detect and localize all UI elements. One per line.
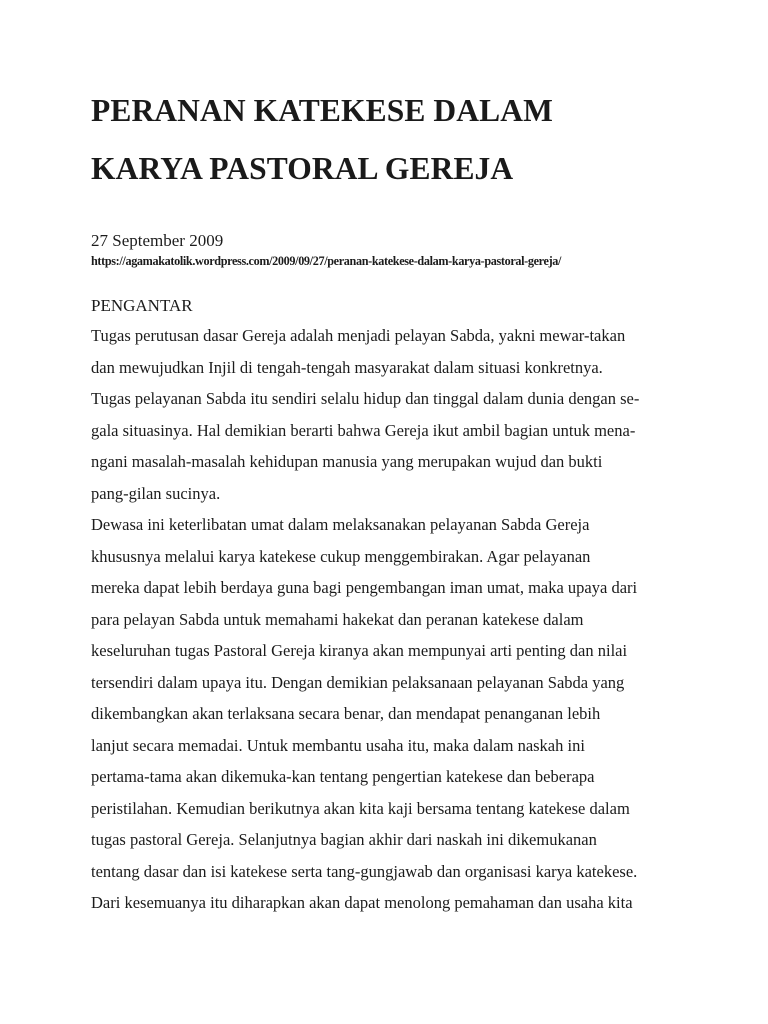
body-line: Tugas perutusan dasar Gereja adalah menjadi pelayan Sabda, yakni mewar-takan (91, 326, 626, 345)
body-line: khususnya melalui karya katekese cukup menggembirakan. Agar pelayanan (91, 546, 591, 566)
publish-date: 27 September 2009 (91, 231, 224, 250)
body-line: mereka dapat lebih berdaya guna bagi pengembangan iman umat, maka upaya dari (91, 578, 638, 597)
body-line: dikembangkan akan terlaksana secara benar, dan mendapat penanganan lebih (91, 704, 601, 723)
source-url: https://agamakatolik.wordpress.com/2009/09/27/peranan-katekese-dalam-karya-pastoral-gereja/ (91, 254, 562, 268)
body-line: Dewasa ini keterlibatan umat dalam melaksanakan pelayanan Sabda Gereja (91, 515, 590, 534)
body-line: tentang dasar dan isi katekese serta tang-gungjawab dan organisasi karya katekese. (91, 861, 638, 881)
body-line: tugas pastoral Gereja. Selanjutnya bagian akhir dari naskah ini dikemukanan (91, 830, 597, 849)
body-line: tersendiri dalam upaya itu. Dengan demikian pelaksanaan pelayanan Sabda yang (91, 672, 625, 692)
body-line: Dari kesemuanya itu diharapkan akan dapat menolong pemahaman dan usaha kita (91, 893, 633, 912)
body-line: pertama-tama akan dikemuka-kan tentang pengertian katekese dan beberapa (91, 767, 595, 786)
section-heading: PENGANTAR (91, 296, 193, 315)
document-title-line-2: KARYA PASTORAL GEREJA (91, 151, 514, 186)
body-line: peristilahan. Kemudian berikutnya akan kita kaji bersama tentang katekese dalam (91, 798, 630, 818)
document-title-line-1: PERANAN KATEKESE DALAM (91, 93, 553, 128)
body-line: gala situasinya. Hal demikian berarti bahwa Gereja ikut ambil bagian untuk mena- (91, 420, 636, 440)
body-line: keseluruhan tugas Pastoral Gereja kiranya akan mempunyai arti penting dan nilai (91, 641, 628, 660)
body-line: dan mewujudkan Injil di tengah-tengah masyarakat dalam situasi konkretnya. (91, 357, 603, 377)
body-line: pang-gilan sucinya. (91, 483, 221, 503)
body-text (91, 320, 691, 919)
body-line: Tugas pelayanan Sabda itu sendiri selalu hidup dan tinggal dalam dunia dengan se- (91, 389, 640, 408)
body-line: lanjut secara memadai. Untuk membantu usaha itu, maka dalam naskah ini (91, 735, 585, 755)
document-content (91, 82, 691, 919)
body-line: ngani masalah-masalah kehidupan manusia yang merupakan wujud dan bukti (91, 452, 603, 471)
body-line: para pelayan Sabda untuk memahami hakekat dan peranan katekese dalam (91, 609, 584, 629)
